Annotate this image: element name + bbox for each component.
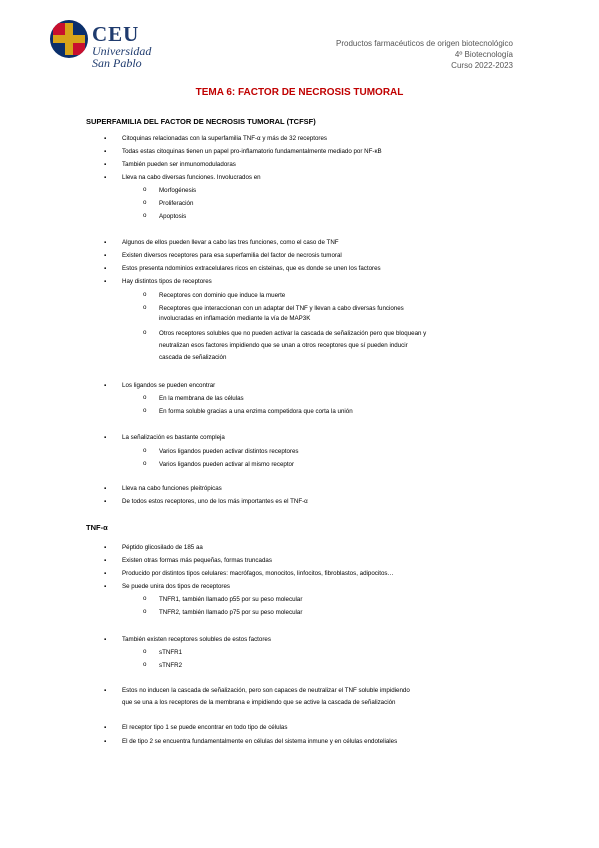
sub-bullet-marker: o [143, 329, 147, 336]
sub-bullet-item: Apoptosis [159, 213, 187, 220]
bullet-item: Estos no inducen la cascada de señalización, pero son capaces de neutralizar el TNF soluble impidiendo [122, 687, 410, 694]
bullet-marker: ▪ [104, 161, 107, 168]
bullet-marker: ▪ [104, 498, 107, 505]
bullet-marker: ▪ [104, 485, 107, 492]
sub-bullet-item: En la membrana de las células [159, 395, 244, 402]
logo-ceu: CEU [92, 22, 140, 46]
course-info [336, 38, 513, 71]
sub-bullet-item: Morfogénesis [159, 187, 197, 194]
bullet-item: El receptor tipo 1 se puede encontrar en todo tipo de células [122, 724, 288, 731]
course-subject: Productos farmacéuticos de origen biotecnológico [336, 39, 513, 48]
bullet-item: También pueden ser inmunomoduladoras [122, 161, 236, 168]
bullet-marker: ▪ [104, 135, 107, 142]
bullet-marker: ▪ [104, 544, 107, 551]
sub-bullet-marker: o [143, 304, 147, 311]
ceu-logo [50, 20, 170, 72]
sub-bullet-continuation: involucradas en inflamación mediante la vía de MAP3K [159, 315, 311, 322]
bullet-item: Hay distintos tipos de receptores [122, 278, 212, 285]
bullet-item: Lleva na cabo funciones pleitrópicas [122, 485, 222, 492]
bullet-item: Lleva na cabo diversas funciones. Involucrados en [122, 174, 261, 181]
sub-bullet-item: Otros receptores solubles que no pueden activar la cascada de señalización pero que bloquean y [159, 330, 427, 337]
sub-bullet-marker: o [143, 460, 147, 467]
bullet-marker: ▪ [104, 738, 107, 745]
bullet-item: Estos presenta ndominios extracelulares ricos en cisteinas, que es donde se unen los factores [122, 265, 381, 272]
logo-university: Universidad [92, 44, 152, 58]
bullet-marker: ▪ [104, 174, 107, 181]
sub-bullet-item: Proliferación [159, 200, 194, 207]
bullet-item: Todas estas citoquinas tienen un papel pro-inflamatorio fundamentalmente mediado por NF-κB [122, 148, 382, 155]
sub-bullet-marker: o [143, 199, 147, 206]
sub-bullet-marker: o [143, 212, 147, 219]
bullet-item: Algunos de ellos pueden llevar a cabo las tres funciones, como el caso de TNF [122, 239, 339, 246]
sub-bullet-marker: o [143, 661, 147, 668]
sub-bullet-item: TNFR1, también llamado p55 por su peso molecular [159, 596, 303, 603]
document-title: TEMA 6: FACTOR DE NECROSIS TUMORAL [195, 87, 404, 98]
logo-san-pablo: San Pablo [92, 56, 142, 70]
course-year: Curso 2022-2023 [451, 61, 513, 70]
sub-bullet-item: TNFR2, también llamado p75 por su peso molecular [159, 609, 303, 616]
sub-bullet-item: sTNFR1 [159, 649, 183, 656]
sub-bullet-item: Varios ligandos pueden activar distintos receptores [159, 448, 299, 455]
bullet-marker: ▪ [104, 570, 107, 577]
bullet-marker: ▪ [104, 278, 107, 285]
bullet-item: Los ligandos se pueden encontrar [122, 382, 216, 389]
sub-bullet-marker: o [143, 186, 147, 193]
bullet-item: Péptido glicosilado de 185 aa [122, 544, 203, 551]
sub-bullet-marker: o [143, 608, 147, 615]
sub-bullet-marker: o [143, 595, 147, 602]
bullet-marker: ▪ [104, 252, 107, 259]
sub-bullet-marker: o [143, 291, 147, 298]
bullet-marker: ▪ [104, 239, 107, 246]
sub-bullet-continuation: neutralizan esos factores impidiendo que se unan a otros receptores que sí pueden inducir [159, 342, 408, 349]
bullet-item: Existen diversos receptores para esa superfamilia del factor de necrosis tumoral [122, 252, 342, 259]
sub-bullet-item: sTNFR2 [159, 662, 183, 669]
sub-bullet-marker: o [143, 394, 147, 401]
bullet-item: La señalización es bastante compleja [122, 434, 225, 441]
sub-bullet-continuation: cascada de señalización [159, 354, 227, 361]
bullet-marker: ▪ [104, 382, 107, 389]
bullet-item: De todos estos receptores, uno de los más importantes es el TNF-α [122, 498, 308, 505]
bullet-marker: ▪ [104, 434, 107, 441]
bullet-marker: ▪ [104, 557, 107, 564]
sub-bullet-item: Varios ligandos pueden activar al mismo receptor [159, 461, 295, 468]
bullet-item: Se puede unira dos tipos de receptores [122, 583, 231, 590]
logo-text [92, 23, 151, 69]
bullet-item: También existen receptores solubles de estos factores [122, 636, 271, 643]
sub-bullet-marker: o [143, 648, 147, 655]
bullet-marker: ▪ [104, 636, 107, 643]
sub-bullet-marker: o [143, 447, 147, 454]
bullet-item: Producido por distintos tipos celulares: macrófagos, monocitos, linfocitos, fibroblastos, adipocitos… [122, 570, 394, 577]
sub-bullet-item: En forma soluble gracias a una enzima competidora que corta la unión [159, 408, 353, 415]
bullet-continuation: que se una a los receptores de la membrana e impidiendo que se active la cascada de señalización [122, 699, 396, 706]
sub-bullet-item: Receptores con dominio que induce la muerte [159, 292, 286, 299]
bullet-marker: ▪ [104, 148, 107, 155]
section-heading-tcfsf: SUPERFAMILIA DEL FACTOR DE NECROSIS TUMORAL (TCFSF) [86, 117, 316, 126]
sub-bullet-marker: o [143, 407, 147, 414]
bullet-item: Citoquinas relacionadas con la superfamilia TNF-α y más de 32 receptores [122, 135, 327, 142]
bullet-marker: ▪ [104, 687, 107, 694]
bullet-marker: ▪ [104, 583, 107, 590]
bullet-item: Existen otras formas más pequeñas, formas truncadas [122, 557, 272, 564]
bullet-marker: ▪ [104, 724, 107, 731]
bullet-marker: ▪ [104, 265, 107, 272]
bullet-item: El de tipo 2 se encuentra fundamentalmente en células del sistema inmune y en células endoteliales [122, 738, 398, 745]
sub-bullet-item: Receptores que interaccionan con un adaptar del TNF y llevan a cabo diversas funciones [159, 305, 404, 312]
course-degree: 4º Biotecnología [454, 50, 513, 59]
section-heading-tnf: TNF-α [86, 523, 108, 532]
university-seal-icon [50, 20, 88, 58]
